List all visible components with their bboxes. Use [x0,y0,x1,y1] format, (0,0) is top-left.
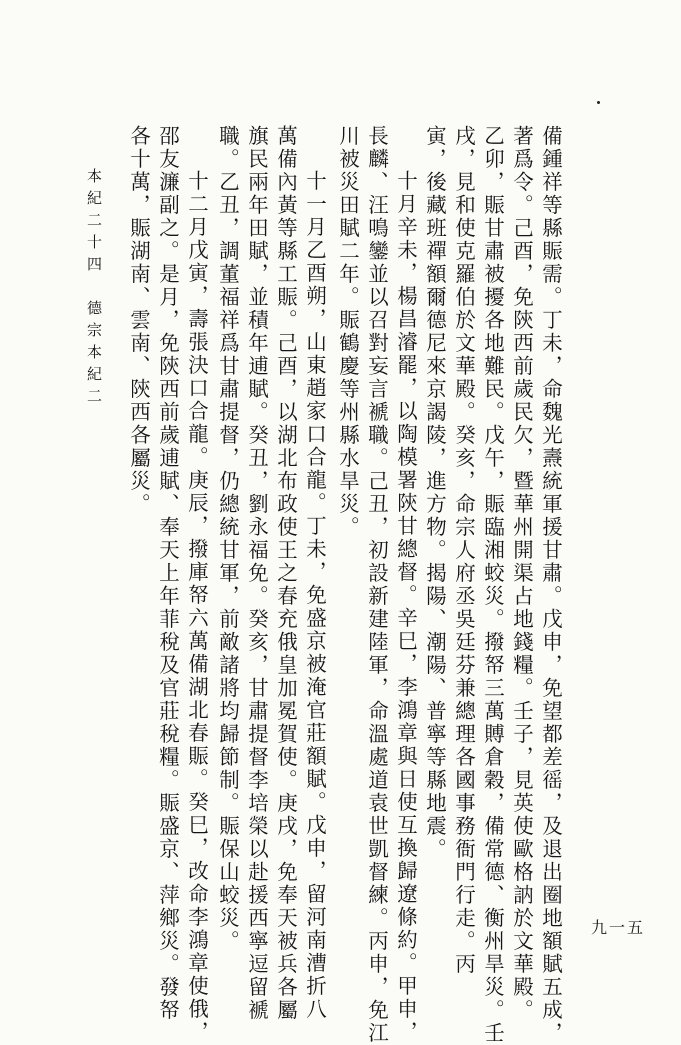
text-column-6: 十月辛未，楊昌濬罷，以陶模署陝甘總督。辛巳，李鴻章與日使互換歸遼條約。甲申， [393,170,418,1044]
text-column-2: 著爲令。己酉，免陝西前歲民欠，暨華州開渠占地錢糧。壬子，見英使歐格訥於文華殿。 [509,125,534,1022]
text-column-5: 寅，後藏班禪額爾德尼來京謁陵，進方物。揭陽、潮陽、普寧等縣地震。 [422,125,447,861]
ink-speck [597,101,600,104]
text-column-13: 十二月戊寅，壽張決口合龍。庚辰，撥庫帑六萬備湖北春賑。癸巳，改命李鴻章使俄， [184,170,209,1044]
text-column-8: 川被災田賦二年。賑鶴慶等州縣水旱災。 [335,125,360,539]
page-header: 本紀二十四 德宗本紀二 [85,168,103,410]
page-number: 九一五 [591,918,646,937]
text-column-3: 乙卯，賑甘肅被擾各地難民。戊午，賑臨湘蛟災。撥帑三萬賻倉穀，備常德、衡州旱災。壬 [480,125,505,1045]
text-column-12: 職。乙丑，調董福祥爲甘肅提督，仍總統甘軍，前敵諸將均歸節制。賑保山蛟災。 [215,125,240,953]
text-column-15: 各十萬，賑湖南、雲南、陝西各屬災。 [126,125,151,516]
text-column-14: 邵友濂副之。是月，免陝西前歲逋賦、奉天上年菲稅及官莊稅糧。賑盛京、萍鄉災。發帑 [155,125,180,1022]
text-column-4: 戌，見和使克羅伯於文華殿。癸亥，命宗人府丞吳廷芬兼總理各國事務衙門行走。丙 [451,125,476,976]
text-column-9: 十一月乙酉朔，山東趙家口合龍。丁未，免盛京被淹官莊額賦。戊申，留河南漕折八 [302,170,327,1021]
text-column-11: 旗民兩年田賦，並積年逋賦。癸丑，劉永福免。癸亥，甘肅提督李培榮以赴援西寧逗留褫 [244,125,269,1022]
text-column-10: 萬備內黃等縣工賑。己酉，以湖北布政使王之春充俄皇加冕賀使。庚戌，免奉天被兵各屬 [273,125,298,1022]
text-column-1: 備鍾祥等縣賑需。丁未，命魏光燾統軍援甘肅。戊申，免望都差徭，及退出圈地額賦五成， [538,125,563,1045]
text-column-7: 長麟、汪鳴鑾並以召對妄言褫職。己丑，初設新建陸軍，命溫處道袁世凱督練。丙申，免江 [364,125,389,1045]
